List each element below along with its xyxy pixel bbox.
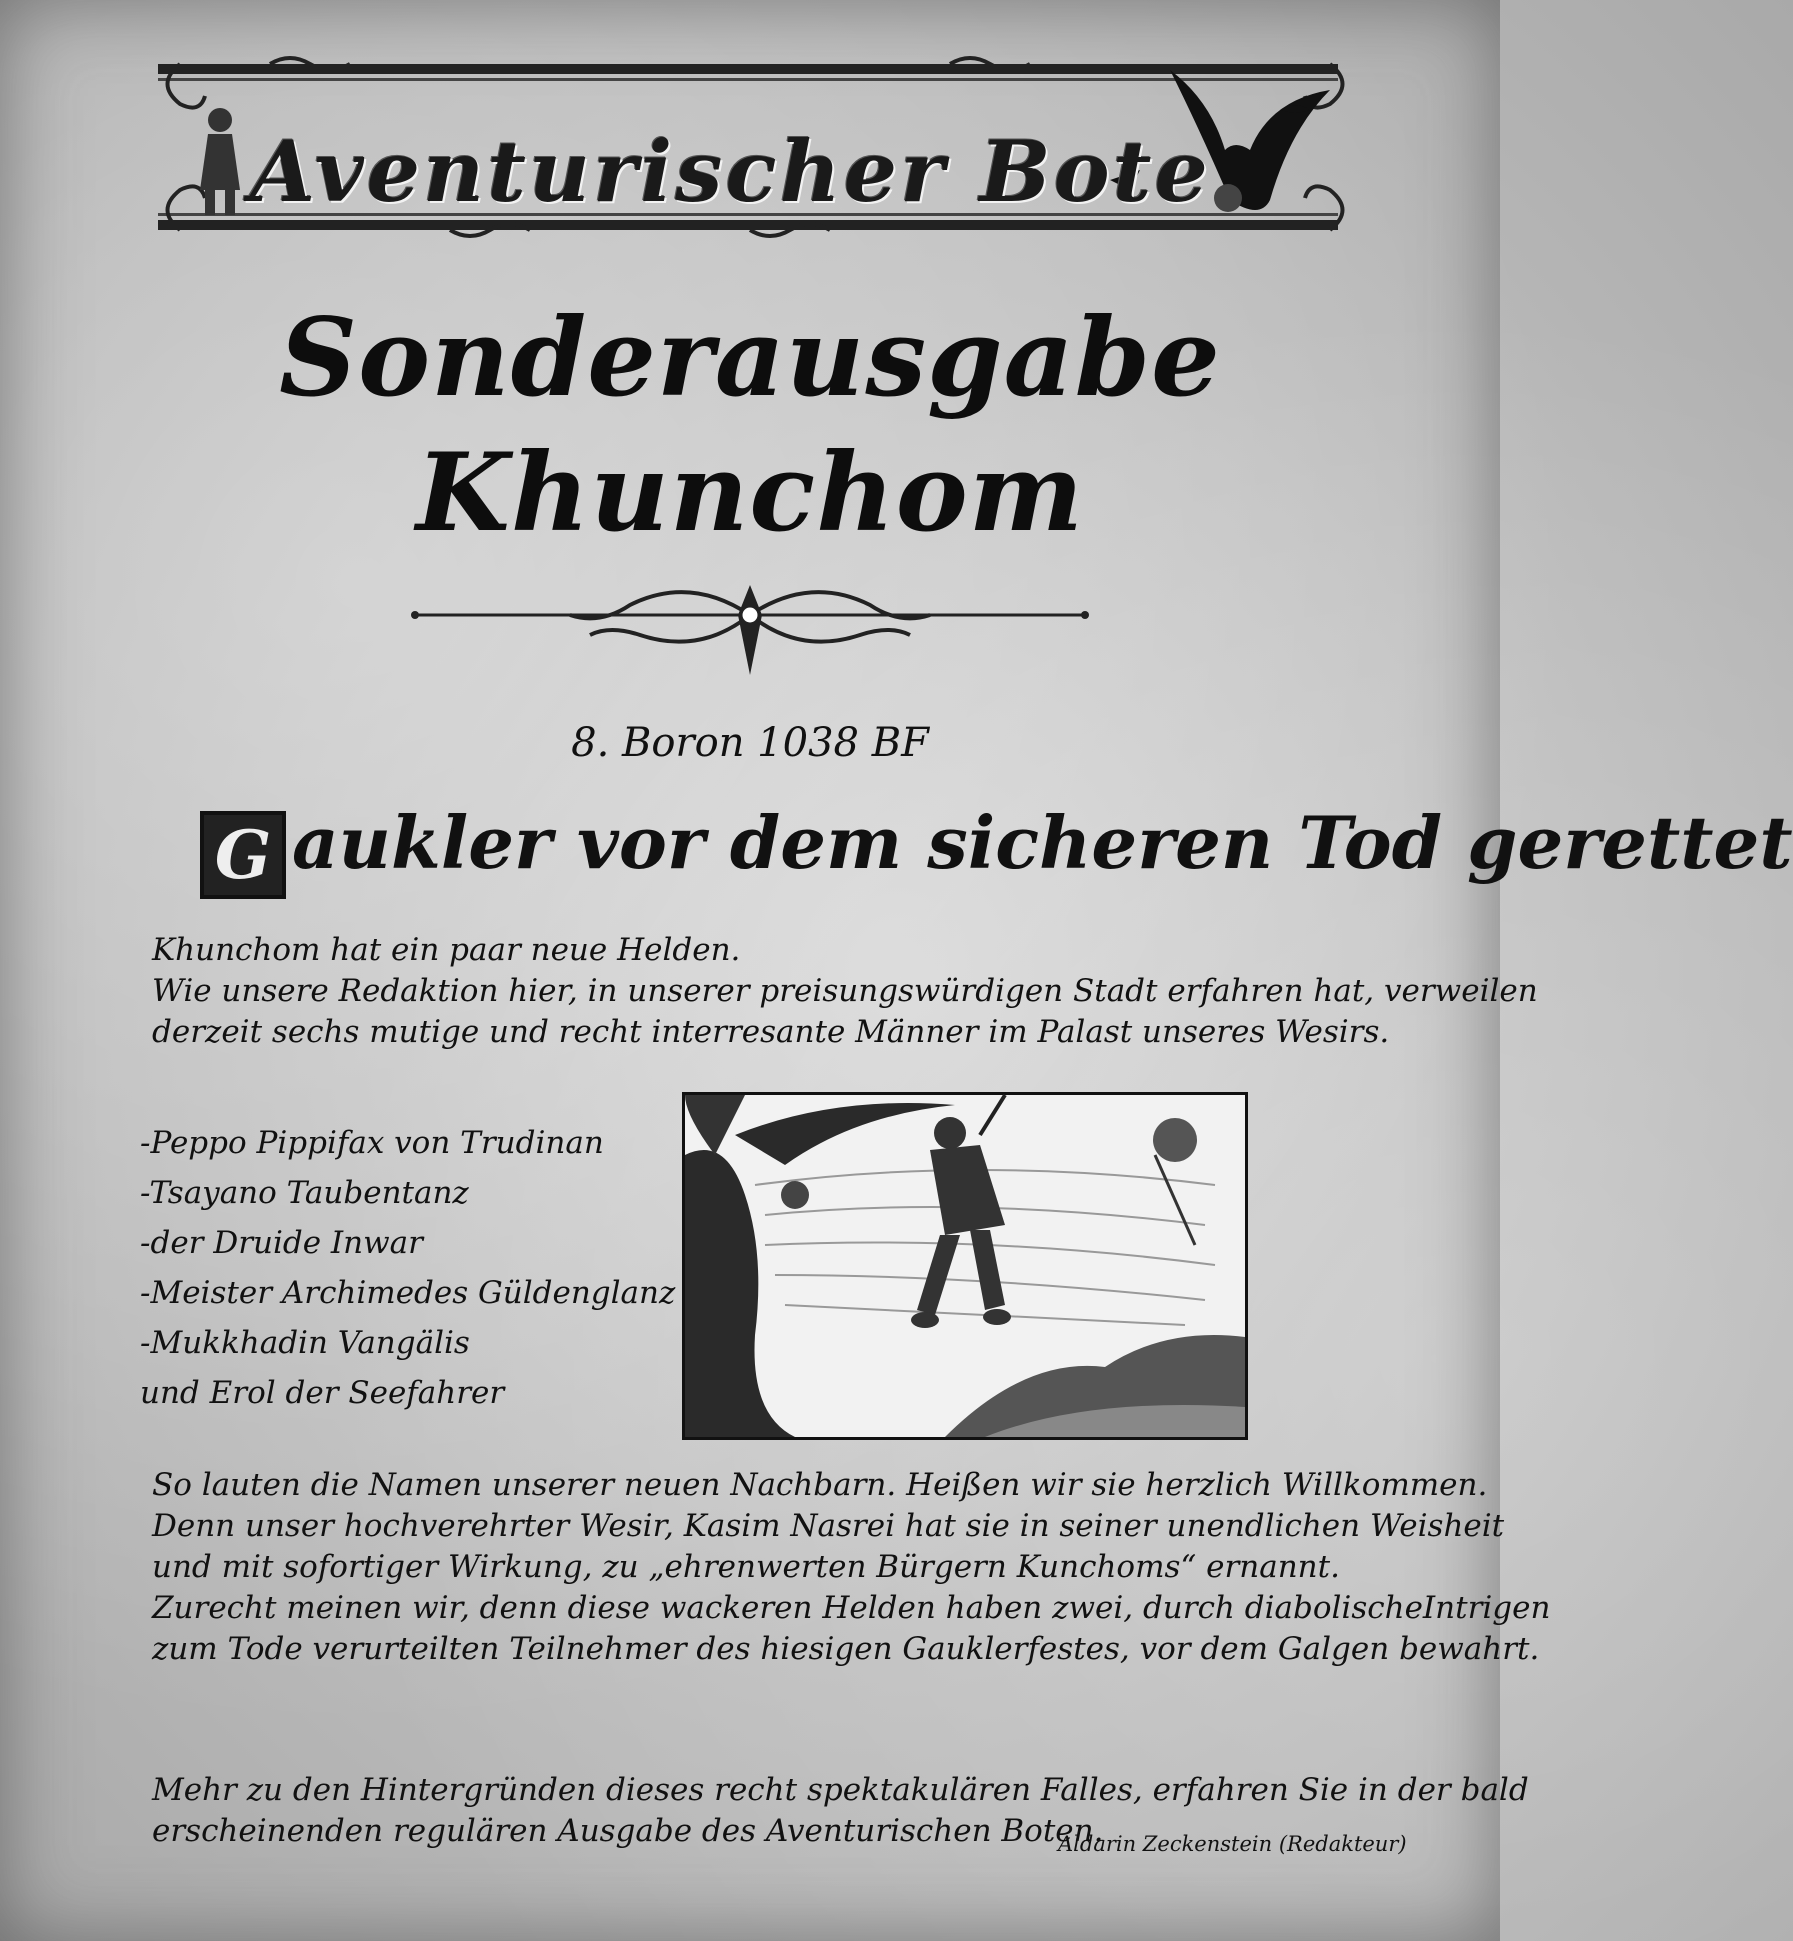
flourish-ornament-icon [410, 575, 1090, 685]
intro-line: Wie unsere Redaktion hier, in unserer preisungswürdigen Stadt erfahren hat, verweilen [152, 973, 1538, 1009]
intro-line: Khunchom hat ein paar neue Helden. [152, 932, 741, 968]
headline-text: aukler vor dem sicheren Tod gerettet [292, 800, 1793, 885]
body-line: zum Tode verurteilten Teilnehmer des hiesigen Gauklerfestes, vor dem Galgen bewahrt. [152, 1631, 1540, 1667]
closing-line: erscheinenden regulären Ausgabe des Aventurischen Boten. [152, 1813, 1104, 1849]
body-line: Zurecht meinen wir, denn diese wackeren Helden haben zwei, durch diabolischeIntrigen [152, 1590, 1551, 1626]
body-paragraph [152, 1465, 1551, 1670]
intro-paragraph [152, 930, 1538, 1053]
hero-name: -der Druide Inwar [140, 1225, 423, 1261]
hero-name: -Mukkhadin Vangälis [140, 1325, 470, 1361]
body-line: und mit sofortiger Wirkung, zu „ehrenwerten Bürgern Kunchoms“ ernannt. [152, 1549, 1340, 1585]
hero-name: -Peppo Pippifax von Trudinan [140, 1125, 604, 1161]
hero-names-list [140, 1118, 676, 1418]
hanging-scene-illustration [682, 1092, 1248, 1440]
intro-line: derzeit sechs mutige und recht interresante Männer im Palast unseres Wesirs. [152, 1014, 1390, 1050]
closing-line: Mehr zu den Hintergründen dieses recht spektakulären Falles, erfahren Sie in der bald [152, 1772, 1529, 1808]
masthead-title: Aventurischer Bote [250, 122, 1211, 221]
author-signature: Aldarin Zeckenstein (Redakteur) [1058, 1832, 1407, 1856]
masthead-banner [150, 50, 1400, 250]
article-headline [200, 800, 1793, 899]
jester-figure [200, 108, 240, 215]
headline-initial: G [200, 811, 286, 899]
hero-name: und Erol der Seefahrer [140, 1375, 505, 1411]
edition-city: Khunchom [415, 430, 1085, 556]
body-line: Denn unser hochverehrter Wesir, Kasim Nasrei hat sie in seiner unendlichen Weisheit [152, 1508, 1505, 1544]
issue-date: 8. Boron 1038 BF [571, 720, 929, 766]
hero-name: -Meister Archimedes Güldenglanz [140, 1275, 676, 1311]
edition-title: Sonderausgabe [279, 295, 1221, 421]
hero-name: -Tsayano Taubentanz [140, 1175, 469, 1211]
body-line: So lauten die Namen unserer neuen Nachbarn. Heißen wir sie herzlich Willkommen. [152, 1467, 1488, 1503]
